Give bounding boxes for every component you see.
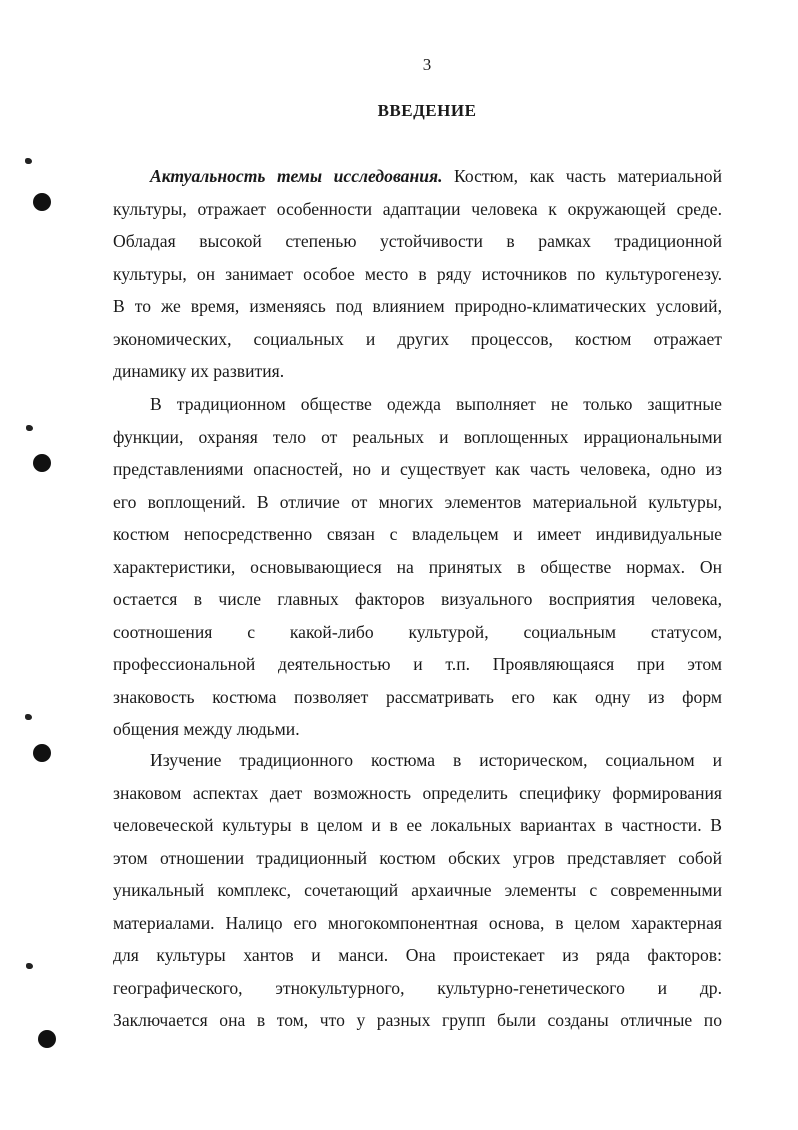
- scan-speck-mark: [25, 158, 32, 164]
- scan-speck-mark: [26, 963, 33, 969]
- binder-hole-mark: [33, 454, 51, 472]
- paragraph-line: Изучение традиционного костюма в историческом, социальном и: [150, 750, 722, 770]
- paragraph-line: знаковом аспектах дает возможность определить специфику формирования: [113, 782, 722, 803]
- paragraph-line: костюм непосредственно связан с владельцем и имеет индивидуальные: [113, 524, 722, 544]
- paragraph-line: знаковость костюма позволяет рассматривать его как одну из форм: [113, 686, 722, 707]
- binder-hole-mark: [33, 193, 51, 211]
- paragraph-line: В традиционном обществе одежда выполняет не только защитные: [150, 394, 722, 414]
- page-number: 3: [422, 55, 432, 74]
- paragraph-line: представлениями опасностей, но и существует как часть человека, одно из: [113, 459, 722, 479]
- paragraph-line: В то же время, изменяясь под влиянием природно-климатических условий,: [113, 296, 722, 316]
- paragraph-line: его воплощений. В отличие от многих элементов материальной культуры,: [113, 491, 722, 512]
- paragraph-line: человеческой культуры в целом и в ее локальных вариантах в частности. В: [113, 815, 722, 835]
- binder-hole-mark: [33, 744, 51, 762]
- paragraph-3: [113, 744, 722, 1037]
- paragraph-2: [113, 388, 722, 746]
- paragraph-line: динамику их развития.: [113, 361, 285, 381]
- paragraph-line: соотношения с какой-либо культурой, социальным статусом,: [113, 621, 722, 642]
- paragraph-line: экономических, социальных и других процессов, костюм отражает: [113, 328, 722, 349]
- section-heading: ВВЕДЕНИЕ: [377, 101, 477, 120]
- paragraph-line: Актуальность темы исследования. Костюм, как часть материальной: [150, 166, 722, 186]
- paragraph-line: уникальный комплекс, сочетающий архаичные элементы с современными: [113, 880, 722, 900]
- paragraph-line: функции, охраняя тело от реальных и воплощенных иррациональными: [113, 426, 722, 447]
- scan-speck-mark: [26, 425, 33, 431]
- lead-phrase: Актуальность темы исследования.: [150, 166, 443, 186]
- paragraph-line: культуры, отражает особенности адаптации человека к окружающей среде.: [113, 198, 722, 219]
- paragraph-line: характеристики, основывающиеся на принятых в обществе нормах. Он: [113, 556, 722, 577]
- scan-speck-mark: [25, 714, 32, 720]
- paragraph-line: культуры, он занимает особое место в ряду источников по культурогенезу.: [113, 263, 722, 284]
- paragraph-line: Заключается она в том, что у разных групп были созданы отличные по: [113, 1010, 722, 1030]
- paragraph-line: материалами. Налицо его многокомпонентная основа, в целом характерная: [113, 912, 722, 933]
- paragraph-1: [113, 160, 722, 388]
- paragraph-line: общения между людьми.: [113, 719, 300, 739]
- paragraph-line: географического, этнокультурного, культурно-генетического и др.: [113, 977, 722, 998]
- paragraph-line: остается в числе главных факторов визуального восприятия человека,: [113, 589, 722, 609]
- binder-hole-mark: [38, 1030, 56, 1048]
- paragraph-line: Обладая высокой степенью устойчивости в рамках традиционной: [113, 231, 722, 251]
- paragraph-line: этом отношении традиционный костюм обских угров представляет собой: [113, 847, 722, 868]
- paragraph-line: для культуры хантов и манси. Она проистекает из ряда факторов:: [113, 945, 722, 965]
- paragraph-line: профессиональной деятельностью и т.п. Проявляющаяся при этом: [113, 654, 722, 674]
